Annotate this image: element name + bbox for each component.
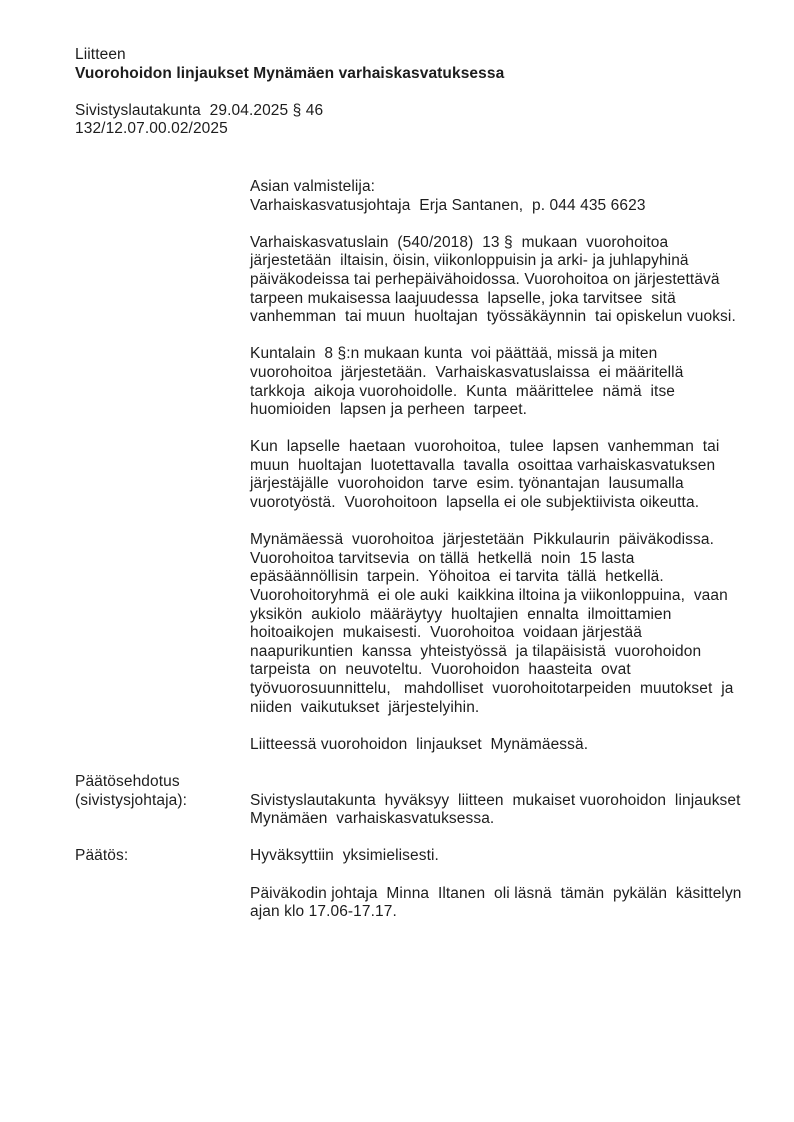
text-line: huomioiden lapsen ja perheen tarpeet. xyxy=(250,401,528,419)
paragraph-local-arrangements xyxy=(250,531,774,717)
text-line: Asian valmistelija: xyxy=(250,177,376,195)
paragraph-municipal-act xyxy=(250,345,774,419)
text-line: Päätösehdotus xyxy=(75,772,180,790)
text-line: Varhaiskasvatuslain (540/2018) 13 § mukaan vuorohoitoa xyxy=(250,233,669,251)
text-line: Kun lapselle haetaan vuorohoitoa, tulee lapsen vanhemman tai xyxy=(250,438,720,456)
document-title: Vuorohoidon linjaukset Mynämäen varhaiskasvatuksessa xyxy=(75,64,505,82)
decision-proposal-label xyxy=(75,773,250,810)
decision-result-text xyxy=(250,847,774,866)
text-line: naapurikuntien kanssa yhteistyössä ja tilapäisistä vuorohoidon xyxy=(250,642,702,660)
preparer-block xyxy=(250,178,774,215)
paragraph-law-reference xyxy=(250,234,774,327)
text-line: niiden vaikutukset järjestelyihin. xyxy=(250,698,480,716)
decision-section xyxy=(75,773,774,922)
document-body xyxy=(250,178,774,754)
text-line: epäsäännöllisin tarpein. Yöhoitoa ei tarvita tällä hetkellä. xyxy=(250,568,664,586)
text-line: hoitoaikojen mukaisesti. Vuorohoitoa voidaan järjestää xyxy=(250,624,642,642)
text-line: Kuntalain 8 §:n mukaan kunta voi päättää, missä ja miten xyxy=(250,345,658,363)
text-line: järjestetään iltaisin, öisin, viikonloppuisin ja arki- ja juhlapyhinä xyxy=(250,252,689,270)
text-line: Vuorohoitoryhmä ei ole auki kaikkina iltoina ja viikonloppuina, vaan xyxy=(250,587,728,605)
committee-date-line: Sivistyslautakunta 29.04.2025 § 46 xyxy=(75,101,324,119)
attendance-note-row xyxy=(75,885,774,922)
decision-result-label xyxy=(75,847,250,866)
text-line: vuorohoitoa järjestetään. Varhaiskasvatuslaissa ei määritellä xyxy=(250,363,684,381)
paragraph-application-requirements xyxy=(250,438,774,512)
attendance-note-text xyxy=(250,885,774,922)
text-line: Päiväkodin johtaja Minna Iltanen oli läsnä tämän pykälän käsittelyn xyxy=(250,884,742,902)
text-line: Sivistyslautakunta hyväksyy liitteen mukaiset vuorohoidon linjaukset xyxy=(250,791,741,809)
decision-proposal-row xyxy=(75,773,774,829)
text-line: vuorotyöstä. Vuorohoitoon lapsella ei ole subjektiivista oikeutta. xyxy=(250,494,700,512)
attachment-note: Liitteen xyxy=(75,46,126,63)
text-line: tarpeen mukaisessa laajuudessa lapselle, joka tarvitsee sitä xyxy=(250,289,676,307)
text-line: järjestäjälle vuorohoidon tarve esim. työnantajan lausumalla xyxy=(250,475,684,493)
text-line: Mynämäen varhaiskasvatuksessa. xyxy=(250,810,495,828)
text-line: yksikön aukiolo määräytyy huoltajien ennalta ilmoittamien xyxy=(250,605,672,623)
text-line: muun huoltajan luotettavalla tavalla osoittaa varhaiskasvatuksen xyxy=(250,456,716,474)
text-line: vanhemman tai muun huoltajan työssäkäynnin tai opiskelun vuoksi. xyxy=(250,308,736,326)
text-line: päiväkodeissa tai perhepäivähoidossa. Vuorohoitoa on järjestettävä xyxy=(250,270,720,288)
document-header xyxy=(75,46,774,139)
text-line: ajan klo 17.06-17.17. xyxy=(250,903,397,921)
text-line: tarkkoja aikoja vuorohoidolle. Kunta määrittelee nämä itse xyxy=(250,382,676,400)
decision-proposal-text xyxy=(250,773,774,829)
record-number: 132/12.07.00.02/2025 xyxy=(75,120,228,138)
text-line: tarpeista on neuvoteltu. Vuorohoidon haasteita ovat xyxy=(250,661,631,679)
text-line: Hyväksyttiin yksimielisesti. xyxy=(250,847,439,865)
text-line: Vuorohoitoa tarvitsevia on tällä hetkellä noin 15 lasta xyxy=(250,549,635,567)
text-line: Liitteessä vuorohoidon linjaukset Mynämäessä. xyxy=(250,735,589,753)
decision-result-row xyxy=(75,847,774,866)
attachment-reference xyxy=(250,736,774,755)
text-line: Mynämäessä vuorohoitoa järjestetään Pikkulaurin päiväkodissa. xyxy=(250,531,714,549)
text-line: Päätös: xyxy=(75,847,129,865)
text-line: Varhaiskasvatusjohtaja Erja Santanen, p. 044 435 6623 xyxy=(250,196,646,214)
text-line: työvuorosuunnittelu, mahdolliset vuorohoitotarpeiden muutokset ja xyxy=(250,680,734,697)
text-line: (sivistysjohtaja): xyxy=(75,791,188,809)
